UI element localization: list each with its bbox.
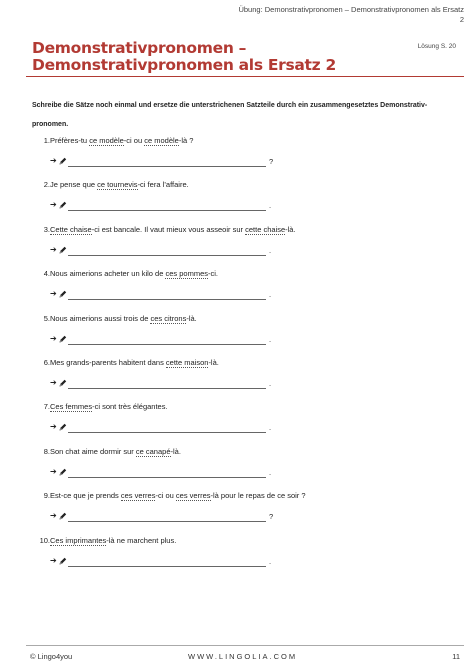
footer-website[interactable]: WWW.LINGOLIA.COM <box>188 652 298 661</box>
exercise-number: 7. <box>43 402 50 412</box>
sentence-text: -ci est bancale. Il vaut mieux vous asseoir sur <box>91 224 246 234</box>
page-title: Demonstrativpronomen – Demonstrativpronomen als Ersatz 2 <box>32 39 336 74</box>
exercise-number: 8. <box>43 446 50 456</box>
exercise-number: 5. <box>43 313 50 323</box>
right-arrow-icon: ➔ <box>50 244 57 254</box>
underlined-phrase: ces citrons <box>150 313 187 323</box>
exercise-item <box>0 225 474 269</box>
answer-underline <box>68 566 266 567</box>
sentence-text: -ci sont très élégantes. <box>92 402 168 412</box>
sentence-text: -là. <box>285 224 296 234</box>
exercise-number: 10. <box>39 535 50 545</box>
answer-underline <box>68 166 266 167</box>
answer-underline <box>68 210 266 211</box>
exercise-sentence <box>50 314 197 324</box>
answer-field[interactable] <box>50 288 350 300</box>
pencil-icon <box>59 201 67 209</box>
underlined-phrase: ce modèle <box>144 136 179 145</box>
answer-underline <box>68 477 266 478</box>
exercise-number: 9. <box>43 491 50 501</box>
underlined-phrase: ce modèle <box>89 136 124 145</box>
answer-underline <box>68 255 266 256</box>
answer-field[interactable] <box>50 199 350 211</box>
exercise-sentence <box>50 358 219 368</box>
running-header-title: Übung: Demonstrativpronomen – Demonstrativpronomen als Ersatz <box>238 5 464 14</box>
answer-punctuation: ? <box>269 512 274 522</box>
answer-punctuation: . <box>269 379 272 388</box>
exercise-sentence <box>50 180 189 190</box>
answer-underline <box>68 432 266 433</box>
sentence-text: Préfères-tu <box>50 136 90 145</box>
exercise-sentence <box>50 447 181 457</box>
sentence-text: -là ne marchent plus. <box>106 535 177 545</box>
underlined-phrase: Cette chaise <box>50 224 92 234</box>
answer-punctuation: ? <box>269 157 274 166</box>
exercise-number: 1. <box>43 136 50 145</box>
pencil-icon <box>59 557 67 565</box>
exercise-item <box>0 358 474 402</box>
right-arrow-icon: ➔ <box>50 466 57 476</box>
exercise-sentence <box>50 269 218 279</box>
answer-field[interactable] <box>50 244 350 256</box>
answer-field[interactable] <box>50 510 350 522</box>
title-divider <box>26 76 464 77</box>
pencil-icon <box>59 290 67 298</box>
sentence-text: Je pense que <box>50 180 98 190</box>
answer-punctuation: . <box>269 334 272 344</box>
right-arrow-icon: ➔ <box>50 555 57 565</box>
answer-underline <box>68 344 266 345</box>
running-header-number: 2 <box>459 15 464 24</box>
sentence-text: Nous aimerions aussi trois de <box>50 313 151 323</box>
pencil-icon <box>59 468 67 476</box>
sentence-text: -ci. <box>208 269 218 279</box>
answer-field[interactable] <box>50 555 350 567</box>
underlined-phrase: ce tournevis <box>97 180 138 190</box>
running-header <box>238 5 464 25</box>
answer-punctuation: . <box>269 467 272 477</box>
sentence-text: -là ? <box>178 136 194 145</box>
underlined-phrase: ces verres <box>120 491 156 501</box>
exercise-sentence <box>50 491 306 501</box>
answer-field[interactable] <box>50 155 350 167</box>
pencil-icon <box>59 335 67 343</box>
underlined-phrase: Ces femmes <box>50 402 93 412</box>
exercise-item <box>0 447 474 491</box>
solution-reference: Lösung S. 20 <box>417 43 456 50</box>
right-arrow-icon: ➔ <box>50 333 57 343</box>
exercise-sentence <box>50 136 193 146</box>
exercise-sentence <box>50 225 296 235</box>
answer-punctuation: . <box>269 201 272 211</box>
underlined-phrase: cette maison <box>165 358 209 367</box>
footer-copyright: © Lingo4you <box>30 652 73 661</box>
sentence-text: Nous aimerions acheter un kilo de <box>50 269 166 279</box>
right-arrow-icon: ➔ <box>50 378 57 387</box>
exercise-sentence <box>50 536 176 546</box>
answer-punctuation: . <box>269 556 272 566</box>
exercise-number: 3. <box>43 224 50 234</box>
answer-underline <box>68 388 266 389</box>
exercise-item <box>0 269 474 313</box>
right-arrow-icon: ➔ <box>50 156 57 165</box>
answer-field[interactable] <box>50 377 350 389</box>
sentence-text: -là. <box>186 313 197 323</box>
footer-divider <box>26 645 464 646</box>
page-number: 11 <box>452 652 460 661</box>
instruction-text: Schreibe die Sätze noch einmal und ersetze die unterstrichenen Satzteile durch ein zusammengesetztes Demonstrativ-pronomen. <box>32 102 428 128</box>
right-arrow-icon: ➔ <box>50 422 57 432</box>
answer-field[interactable] <box>50 466 350 478</box>
answer-field[interactable] <box>50 333 350 345</box>
exercise-item <box>0 491 474 535</box>
exercise-sentence <box>50 402 168 412</box>
answer-field[interactable] <box>50 421 350 433</box>
answer-punctuation: . <box>269 245 272 255</box>
pencil-icon <box>59 246 67 254</box>
answer-punctuation: . <box>269 423 272 433</box>
answer-punctuation: . <box>269 290 272 300</box>
sentence-text: -ci ou <box>155 491 176 501</box>
sentence-text: -ci ou <box>123 136 145 145</box>
pencil-icon <box>59 379 67 387</box>
pencil-icon <box>59 512 67 520</box>
sentence-text: Mes grands-parents habitent dans <box>50 358 166 367</box>
underlined-phrase: ces pommes <box>165 269 208 279</box>
exercise-number: 4. <box>43 269 50 279</box>
answer-underline <box>68 299 266 300</box>
right-arrow-icon: ➔ <box>50 289 57 299</box>
sentence-text: -là pour le repas de ce soir ? <box>210 491 306 501</box>
right-arrow-icon: ➔ <box>50 200 57 210</box>
pencil-icon <box>59 423 67 431</box>
sentence-text: Est-ce que je prends <box>50 491 121 501</box>
pencil-icon <box>59 157 67 165</box>
exercise-item <box>0 536 474 580</box>
answer-underline <box>68 521 266 522</box>
sentence-text: -ci fera l’affaire. <box>137 180 189 190</box>
exercise-number: 2. <box>43 180 50 190</box>
exercise-item <box>0 136 474 180</box>
underlined-phrase: ce canapé <box>135 446 171 456</box>
exercise-number: 6. <box>43 358 50 367</box>
sentence-text: -là. <box>170 446 181 456</box>
sentence-text: Son chat aime dormir sur <box>50 446 136 456</box>
right-arrow-icon: ➔ <box>50 511 57 521</box>
underlined-phrase: ces verres <box>175 491 211 501</box>
sentence-text: -là. <box>208 358 219 367</box>
exercise-item <box>0 180 474 224</box>
exercise-item <box>0 402 474 446</box>
underlined-phrase: Ces imprimantes <box>50 535 107 545</box>
exercise-item <box>0 314 474 358</box>
underlined-phrase: cette chaise <box>245 224 286 234</box>
